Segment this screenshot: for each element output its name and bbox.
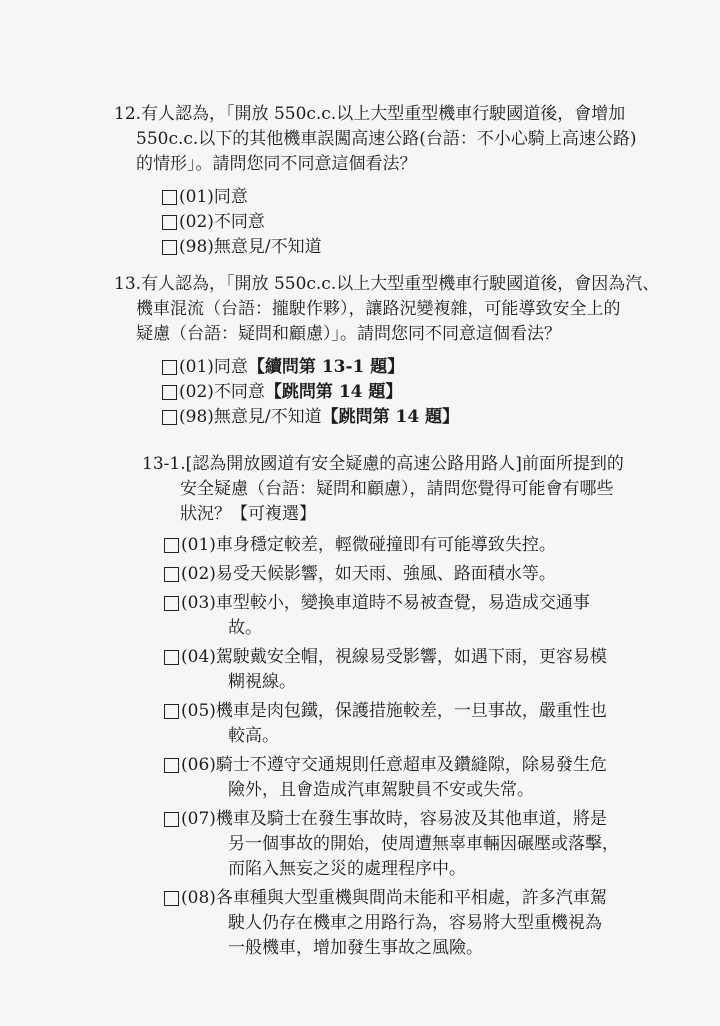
option-label: 無意見/不知道 — [213, 237, 322, 257]
question-13-1-line-1: 13-1.[認為開放國道有安全疑慮的高速公路用路人]前面所提到的 — [142, 454, 624, 474]
option-code: (02) — [179, 382, 214, 402]
question-13-options — [162, 355, 634, 430]
option-label: 易受天候影響，如天雨、強風、路面積水等。 — [215, 564, 556, 584]
q131-option-04[interactable] — [164, 645, 632, 695]
q12-option-01[interactable] — [162, 185, 634, 210]
q131-option-05[interactable] — [164, 699, 632, 749]
question-13-1-options — [164, 533, 632, 961]
checkbox-icon[interactable] — [162, 240, 177, 255]
checkbox-icon[interactable] — [164, 596, 179, 611]
q131-option-06[interactable] — [164, 753, 632, 803]
option-code: (01) — [181, 535, 216, 555]
q13-option-02[interactable] — [162, 380, 634, 405]
option-code: (98) — [179, 407, 214, 427]
option-code: (08) — [181, 888, 216, 908]
skip-instruction: 【跳問第 14 題】 — [264, 382, 403, 402]
option-label: 車身穩定較差，輕微碰撞即有可能導致失控。 — [215, 535, 556, 555]
option-code: (03) — [181, 593, 216, 613]
option-label: 不同意 — [213, 382, 265, 402]
checkbox-icon[interactable] — [162, 190, 177, 205]
q13-option-01[interactable] — [162, 355, 634, 380]
checkbox-icon[interactable] — [162, 385, 177, 400]
option-label: 同意 — [213, 187, 248, 207]
q131-option-08[interactable] — [164, 886, 632, 961]
option-label-continued: 險外，且會造成汽車駕駛員不安或失常。 — [228, 780, 534, 800]
option-label: 同意 — [213, 357, 248, 377]
option-label: 機車是肉包鐵，保護措施較差，一旦事故，嚴重性也 — [215, 701, 607, 721]
option-code: (02) — [181, 564, 216, 584]
q13-option-98[interactable] — [162, 405, 634, 430]
option-code: (05) — [181, 701, 216, 721]
skip-instruction: 【跳問第 14 題】 — [321, 407, 460, 427]
checkbox-icon[interactable] — [164, 812, 179, 827]
skip-instruction: 【續問第 13-1 題】 — [247, 357, 405, 377]
option-label: 車型較小，變換車道時不易被查覺，易造成交通事 — [215, 593, 590, 613]
option-code: (01) — [179, 187, 214, 207]
option-label-continued: 故。 — [228, 618, 262, 638]
checkbox-icon[interactable] — [164, 704, 179, 719]
q131-option-02[interactable] — [164, 562, 632, 587]
option-code: (04) — [181, 647, 216, 667]
question-13-line-3: 疑慮（台語：疑問和顧慮）」。請問您同不同意這個看法？ — [136, 324, 561, 344]
option-label-continued: 駛人仍存在機車之用路行為，容易將大型重機視為 — [228, 913, 602, 933]
checkbox-icon[interactable] — [162, 215, 177, 230]
option-code: (07) — [181, 809, 216, 829]
option-code: (02) — [179, 212, 214, 232]
option-code: (98) — [179, 237, 214, 257]
q12-option-02[interactable] — [162, 210, 634, 235]
question-13 — [114, 272, 660, 430]
question-12-line-2: 550c.c.以下的其他機車誤闖高速公路(台語：不小心騎上高速公路) — [136, 129, 637, 149]
option-label-continued: 另一個事故的開始，使周遭無辜車輛因碾壓或落擊， — [228, 834, 619, 854]
checkbox-icon[interactable] — [164, 567, 179, 582]
option-label: 不同意 — [213, 212, 265, 232]
checkbox-icon[interactable] — [162, 360, 177, 375]
q131-option-03[interactable] — [164, 591, 632, 641]
option-label-continued: 一般機車，增加發生事故之風險。 — [228, 938, 483, 958]
question-13-1 — [142, 452, 632, 965]
option-label: 各車種與大型重機與間尚未能和平相處，許多汽車駕 — [215, 888, 607, 908]
option-label-continued: 較高。 — [228, 726, 279, 746]
question-12-line-3: 的情形」。請問您同不同意這個看法？ — [136, 154, 417, 174]
question-12-options — [162, 185, 634, 260]
option-label-continued: 而陷入無妄之災的處理程序中。 — [228, 859, 466, 879]
checkbox-icon[interactable] — [164, 650, 179, 665]
option-label: 騎士不遵守交通規則任意超車及鑽縫隙，除易發生危 — [215, 755, 607, 775]
option-code: (01) — [179, 357, 214, 377]
option-label-continued: 糊視線。 — [228, 672, 296, 692]
option-label: 駕駛戴安全帽，視線易受影響，如遇下雨，更容易模 — [215, 647, 607, 667]
option-code: (06) — [181, 755, 216, 775]
question-12-line-1: 12.有人認為，「開放 550c.c.以上大型重型機車行駛國道後，會增加 — [114, 104, 626, 124]
question-13-line-2: 機車混流（台語：攏駛作夥），讓路況變複雜，可能導致安全上的 — [136, 299, 621, 319]
q131-option-01[interactable] — [164, 533, 632, 558]
question-12 — [114, 102, 637, 260]
option-label: 機車及騎士在發生事故時，容易波及其他車道，將是 — [215, 809, 607, 829]
q131-option-07[interactable] — [164, 807, 632, 882]
option-label: 無意見/不知道 — [213, 407, 322, 427]
question-13-1-line-3: 狀況？【可複選】 — [180, 504, 316, 524]
question-13-line-1: 13.有人認為，「開放 550c.c.以上大型重型機車行駛國道後，會因為汽、 — [114, 274, 660, 294]
checkbox-icon[interactable] — [162, 410, 177, 425]
checkbox-icon[interactable] — [164, 538, 179, 553]
question-13-1-line-2: 安全疑慮（台語：疑問和顧慮），請問您覺得可能會有哪些 — [180, 479, 614, 499]
checkbox-icon[interactable] — [164, 758, 179, 773]
checkbox-icon[interactable] — [164, 891, 179, 906]
q12-option-98[interactable] — [162, 235, 634, 260]
